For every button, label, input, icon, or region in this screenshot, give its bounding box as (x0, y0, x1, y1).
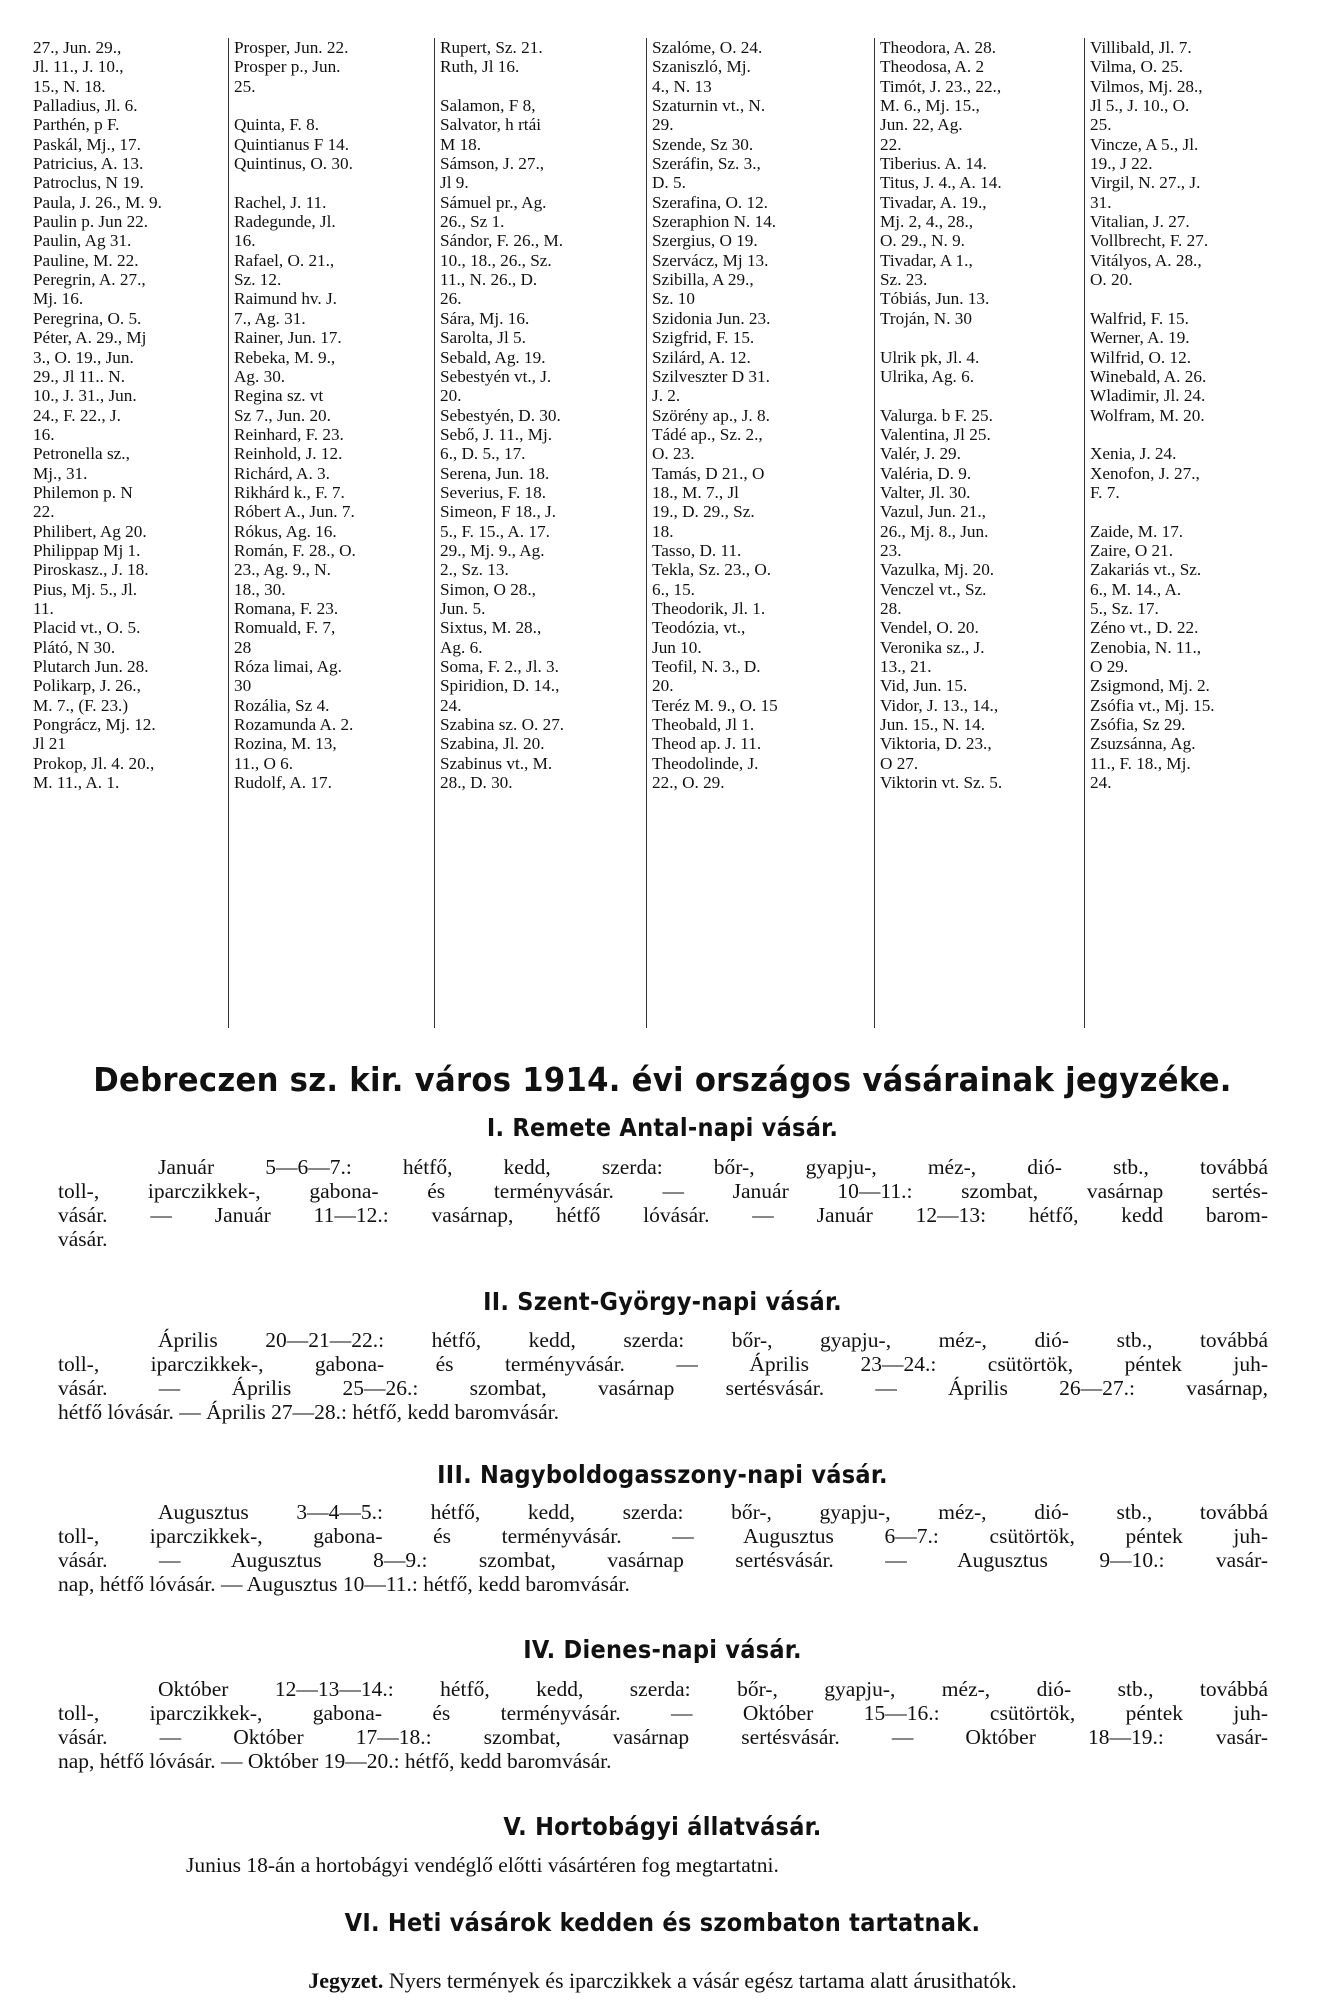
name-day-entry: Vid, Jun. 15. (880, 676, 968, 696)
name-day-entry: Plutarch Jun. 28. (33, 657, 149, 676)
name-day-entry: Theobald, Jl 1. (652, 715, 755, 735)
name-day-entry: Raimund hv. J. (234, 289, 337, 309)
name-day-entry: Teodózia, vt., (652, 618, 746, 638)
name-day-entry: Vincze, A 5., Jl. (1090, 134, 1199, 154)
name-day-entry: Vitályos, A. 28., (1090, 250, 1202, 270)
footnote-text: Nyers termények és iparczikkek a vásár egész tartama alatt árusithatók. (388, 1968, 1017, 1993)
name-day-entry: Szaturnin vt., N. (652, 96, 766, 116)
name-day-entry: Rachel, J. 11. (234, 192, 327, 212)
name-day-entry: Sándor, F. 26., M. (440, 231, 564, 251)
section-line: vásár. — Január 11—12.: vasárnap, hétfő lóvásár. — Január 12—13: hétfő, kedd barom- (58, 1203, 1268, 1227)
name-day-entry: Xenia, J. 24. (1090, 444, 1177, 464)
section-line: Január 5—6—7.: hétfő, kedd, szerda: bőr-, gyapju-, méz-, dió- stb., továbbá (158, 1155, 1268, 1179)
name-day-entry: Sebald, Ag. 19. (440, 347, 546, 367)
name-day-entry: Sz. 12. (234, 270, 282, 290)
name-day-entry: Patricius, A. 13. (33, 154, 144, 174)
name-day-entry: Viktoria, D. 23., (880, 734, 992, 754)
name-day-entry: Jun. 5. (440, 598, 486, 618)
name-day-entry: 25. (1090, 115, 1112, 135)
name-day-entry: Venczel vt., Sz. (880, 579, 987, 599)
name-day-entry: Jl. 11., J. 10., (33, 57, 124, 77)
name-day-entry: Szilveszter D 31. (652, 366, 770, 386)
section-body-5 (58, 1853, 1268, 1877)
name-day-entry: 11., O 6. (234, 753, 294, 773)
name-day-entry: Simon, O 28., (440, 579, 536, 599)
name-day-entry: 6., 15. (652, 579, 695, 599)
name-day-entry: Szende, Sz 30. (652, 134, 754, 154)
name-day-entry: 20. (440, 386, 462, 406)
name-day-entry: Szabinus vt., M. (440, 753, 553, 773)
name-day-entry: 28 (234, 637, 252, 657)
name-day-entry: Soma, F. 2., Jl. 3. (440, 657, 559, 676)
name-day-entry: Sebestyén vt., J. (440, 366, 552, 386)
name-day-entry: Parthén, p F. (33, 115, 120, 135)
name-day-entry: Titus, J. 4., A. 14. (880, 173, 1002, 193)
name-day-entry: Theodorik, Jl. 1. (652, 598, 766, 618)
name-day-entry: Rozina, M. 13, (234, 734, 337, 754)
name-day-entry: Wolfram, M. 20. (1090, 405, 1205, 425)
name-day-entry: Szeráfin, Sz. 3., (652, 154, 761, 174)
name-day-entry: Szigfrid, F. 15. (652, 328, 755, 348)
name-day-entry: Winebald, A. 26. (1090, 366, 1207, 386)
name-day-entry: Theod ap. J. 11. (652, 734, 762, 754)
name-day-entry: Severius, F. 18. (440, 482, 547, 502)
name-day-entry: Ag. 30. (234, 366, 286, 386)
name-day-entry: Szidonia Jun. 23. (652, 308, 771, 328)
name-day-entry: Prosper, Jun. 22. (234, 38, 349, 57)
name-day-entry: Pongrácz, Mj. 12. (33, 715, 156, 735)
name-day-entry: O. 20. (1090, 270, 1133, 290)
name-day-entry: Vilmos, Mj. 28., (1090, 76, 1203, 96)
name-day-entry: Zaide, M. 17. (1090, 521, 1184, 541)
name-day-entry: Román, F. 28., O. (234, 540, 356, 560)
section-body-2 (58, 1328, 1268, 1424)
name-day-entry: 13., 21. (880, 657, 932, 676)
name-day-entry: Virgil, N. 27., J. (1090, 173, 1201, 193)
name-day-entry: Plátó, N 30. (33, 637, 116, 657)
name-day-entry: 31. (1090, 192, 1112, 212)
name-day-entry: Valentina, Jl 25. (880, 424, 991, 444)
name-day-entry: Rókus, Ag. 16. (234, 521, 337, 541)
name-day-entry: Zakariás vt., Sz. (1090, 560, 1202, 580)
name-day-entry (875, 386, 1085, 405)
name-day-entry: Szörény ap., J. 8. (652, 405, 770, 425)
section-line: hétfő lóvásár. — Április 27—28.: hétfő, kedd baromvásár. (58, 1400, 559, 1424)
name-day-entry: Regina sz. vt (234, 386, 324, 406)
name-day-entry: Vollbrecht, F. 27. (1090, 231, 1209, 251)
name-day-entry: 29., Mj. 9., Ag. (440, 540, 545, 560)
name-day-entry: Walfrid, F. 15. (1090, 308, 1189, 328)
name-day-entry: Philemon p. N (33, 482, 133, 502)
name-day-entry: 18. (652, 521, 674, 541)
name-day-entry: Mj. 16. (33, 289, 84, 309)
name-day-entry: Tekla, Sz. 23., O. (652, 560, 772, 580)
name-day-entry: Tivadar, A 1., (880, 250, 973, 270)
name-day-entry: 22., O. 29. (652, 773, 725, 793)
section-body-1 (58, 1155, 1268, 1251)
name-column-1 (28, 38, 228, 1028)
name-day-entry: Prokop, Jl. 4. 20., (33, 753, 155, 773)
section-heading-4: IV. Dienes-napi vásár. (523, 1635, 802, 1664)
name-day-entry: Sz. 23. (880, 270, 928, 290)
footnote-label: Jegyzet. (308, 1968, 384, 1993)
name-day-entry: Placid vt., O. 5. (33, 618, 141, 638)
name-day-entry: Zsófia, Sz 29. (1090, 715, 1186, 735)
name-column-2 (228, 38, 435, 1028)
name-day-entry: Peregrina, O. 5. (33, 308, 142, 328)
name-day-entry: Ag. 6. (440, 637, 483, 657)
section-line: nap, hétfő lóvásár. — Augusztus 10—11.: hétfő, kedd baromvásár. (58, 1572, 630, 1596)
name-day-entry: Simeon, F 18., J. (440, 502, 557, 522)
name-day-entry: M. 7., (F. 23.) (33, 695, 129, 715)
name-day-entry: 19., J 22. (1090, 154, 1153, 174)
name-day-entry: Pauline, M. 22. (33, 250, 139, 270)
name-day-entry: Sixtus, M. 28., (440, 618, 542, 638)
name-day-entry: Rebeka, M. 9., (234, 347, 336, 367)
name-day-entry: 22. (33, 502, 55, 522)
name-day-entry: Tivadar, A. 19., (880, 192, 987, 212)
name-day-entry: Serena, Jun. 18. (440, 463, 550, 483)
name-day-entry: Valurga. b F. 25. (880, 405, 993, 425)
name-day-entry: Sára, Mj. 16. (440, 308, 530, 328)
section-line: toll-, iparczikkek-, gabona- és terményvásár. — Április 23—24.: csütörtök, péntek juh- (58, 1352, 1268, 1376)
name-day-entry (229, 96, 435, 115)
name-day-entry: 7., Ag. 31. (234, 308, 306, 328)
name-day-entry: 28. (880, 598, 902, 618)
name-day-entry: O 29. (1090, 657, 1129, 676)
name-day-entry: Paulin p. Jun 22. (33, 212, 149, 232)
name-day-entry: Ruth, Jl 16. (440, 57, 520, 77)
name-day-entry: 11. (33, 598, 54, 618)
name-day-entry: 6., M. 14., A. (1090, 579, 1182, 599)
name-day-entry: Veronika sz., J. (880, 637, 985, 657)
name-day-entry: 28., D. 30. (440, 773, 513, 793)
name-day-entry: Werner, A. 19. (1090, 328, 1190, 348)
name-day-entry: Zaire, O 21. (1090, 540, 1174, 560)
name-day-entry: Polikarp, J. 26., (33, 676, 141, 696)
name-day-entry: Ulrika, Ag. 6. (880, 366, 975, 386)
name-day-entry: Jl 5., J. 10., O. (1090, 96, 1190, 116)
name-day-entry: Pius, Mj. 5., Jl. (33, 579, 138, 599)
name-day-entry: 11., F. 18., Mj. (1090, 753, 1191, 773)
name-day-entry: Romuald, F. 7, (234, 618, 336, 638)
name-column-4 (646, 38, 875, 1028)
name-day-entry: Mj. 2, 4., 28., (880, 212, 974, 232)
name-day-entry: Szeraphion N. 14. (652, 212, 777, 232)
name-day-entry: Péter, A. 29., Mj (33, 328, 147, 348)
name-day-entry: Rafael, O. 21., (234, 250, 335, 270)
section-line: toll-, iparczikkek-, gabona- és terményvásár. — Október 15—16.: csütörtök, péntek juh- (58, 1701, 1268, 1725)
section-line: vásár. — Augusztus 8—9.: szombat, vasárnap sertésvásár. — Augusztus 9—10.: vasár- (58, 1548, 1268, 1572)
name-day-entry: Jun. 22, Ag. (880, 115, 963, 135)
name-day-entry: Theodosa, A. 2 (880, 57, 985, 77)
name-day-entry: Peregrin, A. 27., (33, 270, 146, 290)
name-day-entry: Rupert, Sz. 21. (440, 38, 543, 57)
name-day-entry: J. 2. (652, 386, 681, 406)
name-day-entry: Rainer, Jun. 17. (234, 328, 342, 348)
name-day-entry: Radegunde, Jl. (234, 212, 336, 232)
section-heading-1: I. Remete Antal-napi vásár. (486, 1113, 839, 1142)
name-day-entry: Jun 10. (652, 637, 702, 657)
name-day-entry: Sz 7., Jun. 20. (234, 405, 331, 425)
name-day-entry: 5., F. 15., A. 17. (440, 521, 550, 541)
section-line: toll-, iparczikkek-, gabona- és terményvásár. — Augusztus 6—7.: csütörtök, péntek juh- (58, 1524, 1268, 1548)
name-day-entry: 24. (440, 695, 462, 715)
name-day-entry: 18., M. 7., Jl (652, 482, 739, 502)
name-day-entry: Szaniszló, Mj. (652, 57, 751, 77)
name-day-entry: Palladius, Jl. 6. (33, 96, 138, 116)
name-column-5 (874, 38, 1085, 1028)
footnote (0, 1968, 1325, 1994)
name-day-entry: Vazul, Jun. 21., (880, 502, 986, 522)
section-line: vásár. (58, 1227, 108, 1251)
name-day-entry: Zsigmond, Mj. 2. (1090, 676, 1210, 696)
name-day-entry: M 18. (440, 134, 482, 154)
name-day-entry: 30 (234, 676, 252, 696)
name-day-entry: Szalóme, O. 24. (652, 38, 763, 57)
name-day-entry: Xenofon, J. 27., (1090, 463, 1200, 483)
name-day-entry: 22. (880, 134, 902, 154)
name-day-entry: Richárd, A. 3. (234, 463, 330, 483)
name-day-entry: 23. (880, 540, 902, 560)
name-day-entry: 10., 18., 26., Sz. (440, 250, 552, 270)
name-day-entry: Róza limai, Ag. (234, 657, 342, 676)
name-day-entry: Paulin, Ag 31. (33, 231, 132, 251)
name-day-entry: 10., J. 31., Jun. (33, 386, 137, 406)
name-day-entry: Tóbiás, Jun. 13. (880, 289, 990, 309)
section-body-3 (58, 1500, 1268, 1596)
section-body-4 (58, 1677, 1268, 1773)
section-line: Junius 18-án a hortobágyi vendéglő előtti vásártéren fog megtartatni. (186, 1853, 779, 1877)
name-day-entry: Villibald, Jl. 7. (1090, 38, 1192, 57)
section-line: Október 12—13—14.: hétfő, kedd, szerda: bőr-, gyapju-, méz-, dió- stb., továbbá (158, 1677, 1268, 1701)
name-day-entry: Salamon, F 8, (440, 96, 536, 116)
name-day-entry: Wilfrid, O. 12. (1090, 347, 1191, 367)
name-day-entry: Zenobia, N. 11., (1090, 637, 1202, 657)
name-day-entry: Jun. 15., N. 14. (880, 715, 986, 735)
name-day-entry: Valér, J. 29. (880, 444, 961, 464)
name-day-entry (229, 173, 435, 192)
name-day-columns (28, 38, 1298, 1038)
name-day-entry: Rudolf, A. 17. (234, 773, 332, 793)
name-day-entry: 3., O. 19., Jun. (33, 347, 134, 367)
name-day-entry: O 27. (880, 753, 919, 773)
name-day-entry: 24., F. 22., J. (33, 405, 121, 425)
name-day-entry: Viktorin vt. Sz. 5. (880, 773, 1003, 793)
name-day-entry: M. 11., A. 1. (33, 773, 120, 793)
name-day-entry: 6., D. 5., 17. (440, 444, 526, 464)
name-day-entry: 24. (1090, 773, 1112, 793)
name-day-entry: Valéria, D. 9. (880, 463, 972, 483)
name-day-entry: Zéno vt., D. 22. (1090, 618, 1199, 638)
name-day-entry: Szabina sz. O. 27. (440, 715, 565, 735)
name-day-entry: 26., Mj. 8., Jun. (880, 521, 989, 541)
name-column-6 (1084, 38, 1299, 1028)
name-day-entry: 15., N. 18. (33, 76, 106, 96)
name-day-entry: Valter, Jl. 30. (880, 482, 971, 502)
name-day-entry: Zsuzsánna, Ag. (1090, 734, 1196, 754)
name-day-entry: Vilma, O. 25. (1090, 57, 1184, 77)
name-day-entry: Petronella sz., (33, 444, 130, 464)
name-day-entry: Rozália, Sz 4. (234, 695, 330, 715)
name-day-entry: Szibilla, A 29., (652, 270, 754, 290)
section-heading-6: VI. Heti vásárok kedden és szombaton tartatnak. (344, 1908, 981, 1937)
name-day-entry: Piroskasz., J. 18. (33, 560, 149, 580)
name-day-entry: 25. (234, 76, 256, 96)
section-line: toll-, iparczikkek-, gabona- és terményvásár. — Január 10—11.: szombat, vasárnap sertés- (58, 1179, 1268, 1203)
name-day-entry: Szervácz, Mj 13. (652, 250, 769, 270)
section-line: Augusztus 3—4—5.: hétfő, kedd, szerda: bőr-, gyapju-, méz-, dió- stb., továbbá (158, 1500, 1268, 1524)
section-heading-5: V. Hortobágyi állatvásár. (503, 1812, 822, 1841)
name-day-entry: Tádé ap., Sz. 2., (652, 424, 763, 444)
name-day-entry: Reinhard, F. 23. (234, 424, 344, 444)
name-day-entry: Sámuel pr., Ag. (440, 192, 547, 212)
name-day-entry: Romana, F. 23. (234, 598, 339, 618)
name-day-entry: Ulrik pk, Jl. 4. (880, 347, 980, 367)
name-day-entry: Róbert A., Jun. 7. (234, 502, 355, 522)
name-day-entry: 19., D. 29., Sz. (652, 502, 755, 522)
section-line: Április 20—21—22.: hétfő, kedd, szerda: bőr-, gyapju-, méz-, dió- stb., továbbá (158, 1328, 1268, 1352)
name-day-entry: Jl 21 (33, 734, 66, 754)
name-day-entry: 11., N. 26., D. (440, 270, 538, 290)
name-column-3 (434, 38, 647, 1028)
name-day-entry: Sámson, J. 27., (440, 154, 545, 174)
name-day-entry: Szerafina, O. 12. (652, 192, 768, 212)
name-day-entry: Sebestyén, D. 30. (440, 405, 561, 425)
name-day-entry: 29. (652, 115, 674, 135)
name-day-entry (1085, 502, 1299, 521)
section-line: nap, hétfő lóvásár. — Október 19—20.: hétfő, kedd baromvásár. (58, 1749, 612, 1773)
name-day-entry: 4., N. 13 (652, 76, 712, 96)
name-day-entry: Jl 9. (440, 173, 469, 193)
name-day-entry: Patroclus, N 19. (33, 173, 144, 193)
name-day-entry: Troján, N. 30 (880, 308, 972, 328)
name-day-entry: Teofil, N. 3., D. (652, 657, 761, 676)
name-day-entry: Prosper p., Jun. (234, 57, 341, 77)
name-day-entry: Sz. 10 (652, 289, 695, 309)
name-day-entry: O. 29., N. 9. (880, 231, 965, 251)
page-title: Debreczen sz. kir. város 1914. évi országos vásárainak jegyzéke. (93, 1060, 1232, 1099)
name-day-entry: Szilárd, A. 12. (652, 347, 751, 367)
name-day-entry: Paskál, Mj., 17. (33, 134, 141, 154)
name-day-entry: 26., Sz 1. (440, 212, 505, 232)
name-day-entry: Theodora, A. 28. (880, 38, 996, 57)
section-heading-3: III. Nagyboldogasszony-napi vásár. (437, 1460, 888, 1489)
name-day-entry: Vidor, J. 13., 14., (880, 695, 999, 715)
name-day-entry: Timót, J. 23., 22., (880, 76, 1002, 96)
name-day-entry: 23., Ag. 9., N. (234, 560, 331, 580)
name-day-entry: D. 5. (652, 173, 686, 193)
name-day-entry: 16. (234, 231, 256, 251)
name-day-entry: Rikhárd k., F. 7. (234, 482, 345, 502)
name-day-entry: 26. (440, 289, 462, 309)
name-day-entry: Reinhold, J. 12. (234, 444, 343, 464)
name-day-entry (435, 77, 647, 96)
name-day-entry: Paula, J. 26., M. 9. (33, 192, 162, 212)
name-day-entry: Sarolta, Jl 5. (440, 328, 526, 348)
name-day-entry: Philippap Mj 1. (33, 540, 141, 560)
name-day-entry: Vazulka, Mj. 20. (880, 560, 995, 580)
name-day-entry (1085, 425, 1299, 444)
name-day-entry: Salvator, h rtái (440, 115, 541, 135)
section-line: vásár. — Április 25—26.: szombat, vasárnap sertésvásár. — Április 26—27.: vasárnap, (58, 1376, 1268, 1400)
name-day-entry: Szabina, Jl. 20. (440, 734, 545, 754)
name-day-entry: Tamás, D 21., O (652, 463, 765, 483)
section-heading-2: II. Szent-György-napi vásár. (483, 1287, 842, 1316)
name-day-entry: Zsófia vt., Mj. 15. (1090, 695, 1215, 715)
name-day-entry (1085, 289, 1299, 308)
name-day-entry: Tiberius. A. 14. (880, 154, 987, 174)
name-day-entry: 5., Sz. 17. (1090, 598, 1159, 618)
name-day-entry: F. 7. (1090, 482, 1120, 502)
name-day-entry: Quintinus, O. 30. (234, 154, 353, 174)
name-day-entry: Theodolinde, J. (652, 753, 759, 773)
name-day-entry (875, 328, 1085, 347)
name-day-entry: 29., Jl 11.. N. (33, 366, 125, 386)
name-day-entry: M. 6., Mj. 15., (880, 96, 980, 116)
name-day-entry: Szergius, O 19. (652, 231, 758, 251)
name-day-entry: Teréz M. 9., O. 15 (652, 695, 778, 715)
name-day-entry: Quintianus F 14. (234, 134, 350, 154)
name-day-entry: Philibert, Ag 20. (33, 521, 147, 541)
name-day-entry: Rozamunda A. 2. (234, 715, 354, 735)
name-day-entry: O. 23. (652, 444, 695, 464)
name-day-entry: Mj., 31. (33, 463, 88, 483)
name-day-entry: 18., 30. (234, 579, 286, 599)
name-day-entry: Quinta, F. 8. (234, 115, 320, 135)
name-day-entry: 27., Jun. 29., (33, 38, 122, 57)
name-day-entry: 2., Sz. 13. (440, 560, 509, 580)
name-day-entry: Sebő, J. 11., Mj. (440, 424, 553, 444)
name-day-entry: Tasso, D. 11. (652, 540, 742, 560)
name-day-entry: 20. (652, 676, 674, 696)
name-day-entry: Vendel, O. 20. (880, 618, 979, 638)
name-day-entry: 16. (33, 424, 55, 444)
name-day-entry: Wladimir, Jl. 24. (1090, 386, 1206, 406)
section-line: vásár. — Október 17—18.: szombat, vasárnap sertésvásár. — Október 18—19.: vasár- (58, 1725, 1268, 1749)
name-day-entry: Spiridion, D. 14., (440, 676, 560, 696)
name-day-entry: Vitalian, J. 27. (1090, 212, 1190, 232)
